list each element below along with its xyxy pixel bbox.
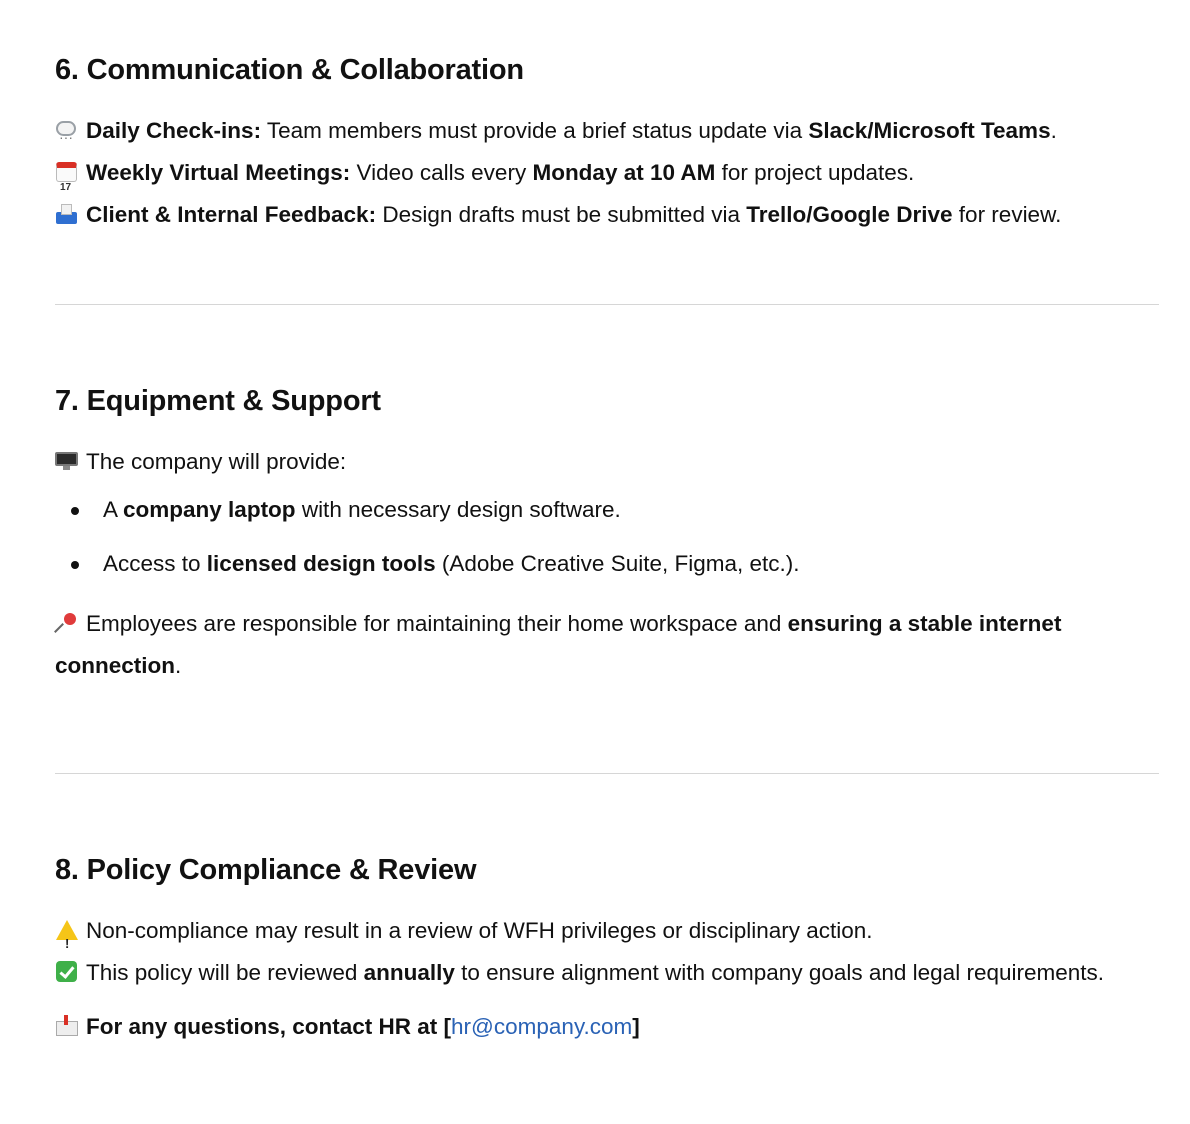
section-heading: 7. Equipment & Support (55, 385, 381, 417)
daily-checkins-line (55, 110, 1159, 152)
desktop-computer-icon (55, 450, 79, 472)
section-heading: 8. Policy Compliance & Review (55, 854, 477, 886)
item-text: . (1050, 118, 1057, 143)
pushpin-icon (55, 612, 79, 634)
calendar-icon (55, 161, 79, 183)
note-text: Employees are responsible for maintaining their home workspace and (86, 611, 788, 636)
item-text: Access to (103, 551, 207, 576)
note-bold: ensuring a stable internet connection (55, 611, 1062, 678)
note-text: . (175, 653, 182, 678)
section-heading: 6. Communication & Collaboration (55, 54, 524, 86)
item-bold: licensed design tools (206, 551, 436, 576)
feedback-line (55, 194, 1159, 236)
list-item (55, 483, 1159, 537)
list-item (55, 537, 1159, 591)
contact-close: ] (632, 1014, 640, 1039)
item-text: for review. (952, 202, 1062, 227)
section-divider (55, 773, 1159, 774)
bullet-dot (71, 561, 79, 569)
section-compliance (55, 853, 1159, 1048)
warning-line (55, 910, 1159, 952)
warning-text: Non-compliance may result in a review of WFH privileges or disciplinary action. (86, 918, 873, 943)
contact-line (55, 1006, 1159, 1048)
envelope-with-arrow-icon (55, 1015, 79, 1037)
intro-text: The company will provide: (86, 449, 347, 474)
item-label: Weekly Virtual Meetings: (86, 160, 351, 185)
item-bold: Trello/Google Drive (746, 202, 953, 227)
check-mark-icon (55, 961, 79, 983)
responsibility-note (55, 603, 1159, 687)
review-text: to ensure alignment with company goals and legal requirements. (454, 960, 1105, 985)
item-label: Daily Check-ins: (86, 118, 262, 143)
section-equipment (55, 384, 1159, 687)
equipment-list (55, 483, 1159, 591)
review-bold: annually (363, 960, 455, 985)
weekly-meetings-line (55, 152, 1159, 194)
contact-label: For any questions, contact HR at [ (86, 1014, 452, 1039)
item-text: with necessary design software. (295, 497, 621, 522)
hr-email-link[interactable]: hr@company.com (451, 1014, 633, 1039)
item-text: (Adobe Creative Suite, Figma, etc.). (435, 551, 800, 576)
item-label: Client & Internal Feedback: (86, 202, 377, 227)
item-bold: Slack/Microsoft Teams (808, 118, 1051, 143)
item-text: Team members must provide a brief status update via (261, 118, 809, 143)
review-text: This policy will be reviewed (86, 960, 364, 985)
item-text: for project updates. (715, 160, 915, 185)
item-text: A (103, 497, 124, 522)
equipment-intro-line (55, 441, 1159, 483)
section-communication (55, 53, 1159, 236)
warning-icon (55, 919, 79, 941)
review-line (55, 952, 1159, 994)
item-bold: Monday at 10 AM (532, 160, 716, 185)
speech-bubble-icon (55, 119, 79, 141)
section-divider (55, 304, 1159, 305)
inbox-tray-icon (55, 203, 79, 225)
item-bold: company laptop (123, 497, 296, 522)
item-text: Video calls every (350, 160, 533, 185)
item-text: Design drafts must be submitted via (376, 202, 747, 227)
bullet-dot (71, 507, 79, 515)
